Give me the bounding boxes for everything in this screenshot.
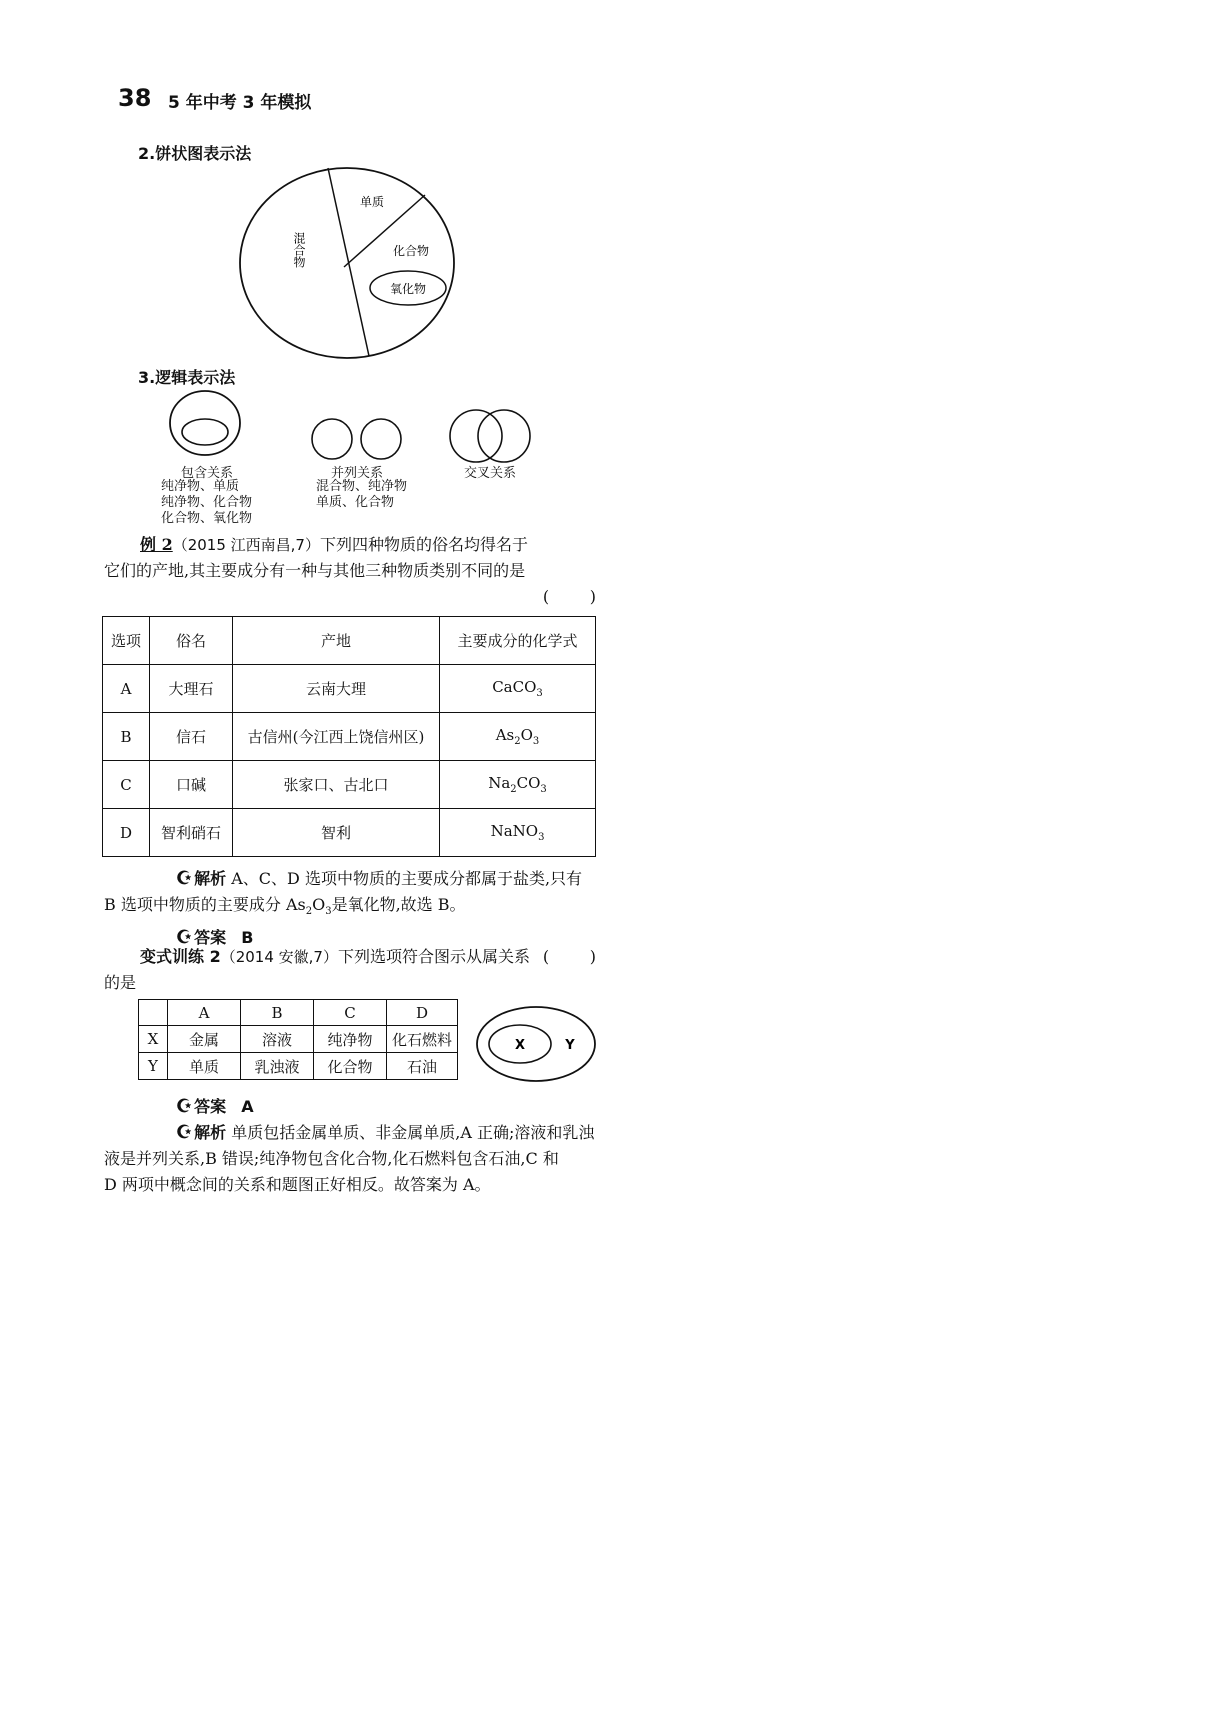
parallel-examples [316,479,407,511]
cross-diagram [446,408,536,466]
table-header-cell: C [314,1000,387,1026]
table-cell: 化合物 [314,1053,387,1080]
name-cell: 口碱 [150,761,233,809]
analysis-line3: D 两项中概念间的关系和题图正好相反。故答案为 A。 [104,1175,491,1194]
table-header-cell: 选项 [103,617,150,665]
example-2-table [102,616,596,857]
option-cell: D [103,809,150,857]
origin-cell: 智利 [233,809,440,857]
table-header-cell: 主要成分的化学式 [440,617,596,665]
option-cell: C [103,761,150,809]
example-2-question [104,532,596,610]
variant-2-answer-analysis [104,1094,596,1198]
origin-cell: 张家口、古北口 [233,761,440,809]
analysis-line2: 液是并列关系,B 错误;纯净物包含化合物,化石燃料包含石油,C 和 [104,1149,559,1168]
answer-value: B [241,928,254,948]
table-cell: 金属 [168,1026,241,1053]
analysis-mark-icon: ☪ [176,1122,193,1143]
variant-2-source: （2014 安徽,7） [220,948,338,966]
inclusion-example: 纯净物、化合物 [161,495,253,510]
table-header-cell: 产地 [233,617,440,665]
analysis-text-part2: B 选项中物质的主要成分 [104,895,286,914]
parallel-title: 并列关系 [330,466,383,481]
table-header-cell: 俗名 [150,617,233,665]
name-cell: 大理石 [150,665,233,713]
table-cell: Y [139,1053,168,1080]
formula-cell: $Na_2CO_3$ [440,761,596,809]
cross-title: 交叉关系 [463,466,516,481]
inclusion-inner [182,419,228,445]
table-row [103,761,596,809]
pie-label-inner: 氧化物 [389,282,427,296]
origin-cell: 古信州(今江西上饶信州区) [233,713,440,761]
pie-outline [240,168,454,358]
pie-label-left: 混合物 [292,232,306,268]
book-title: 5 年中考 3 年模拟 [168,93,312,113]
table-header-row [103,617,596,665]
variant-2-table [138,999,458,1080]
variant-2-bracket: ( ) [542,947,596,966]
table-header-cell: D [387,1000,458,1026]
table-header-cell: B [241,1000,314,1026]
analysis-label: 解析 [194,869,227,888]
table-cell: X [139,1026,168,1053]
variant-2-question [104,944,596,996]
inclusion-title: 包含关系 [180,466,233,481]
table-cell: 单质 [168,1053,241,1080]
cross-circle-right [478,410,530,462]
variant-inner-label: X [514,1038,526,1053]
table-header-row [139,1000,458,1026]
example-2-label: 例 2 [140,535,173,554]
inclusion-diagram [168,390,244,462]
variant-outer-label: Y [565,1038,575,1053]
example-2-analysis [104,866,596,951]
example-2-question-line1: 下列四种物质的俗名均得名于 [319,535,528,554]
parallel-example: 单质、化合物 [316,495,395,510]
example-2-question-line2: 它们的产地,其主要成分有一种与其他三种物质类别不同的是 [104,561,526,580]
variant-2-label: 变式训练 2 [140,947,221,966]
example-2-bracket: ( ) [542,587,596,606]
variant-2-question-line1: 下列选项符合图示从属关系 [337,947,530,966]
section-3-title: 3.逻辑表示法 [138,368,236,387]
analysis-formula: $As_2O_3$ [285,895,332,918]
inclusion-examples [161,479,252,527]
table-cell: 化石燃料 [387,1026,458,1053]
answer-mark-icon: ☪ [176,1096,193,1117]
pie-label-top: 单质 [359,195,385,209]
example-2-source: （2015 江西南昌,7） [172,536,320,554]
inclusion-example: 纯净物、单质 [161,479,240,494]
formula-cell: $As_2O_3$ [440,713,596,761]
variant-outer-ellipse [477,1007,595,1081]
table-row [139,1026,458,1053]
answer-value: A [241,1097,254,1116]
cross-circle-left [450,410,502,462]
parallel-circle-left [312,419,352,459]
table-cell: 石油 [387,1053,458,1080]
table-header-cell [139,1000,168,1026]
page-number: 38 [118,84,152,112]
table-row [103,809,596,857]
table-row [139,1053,458,1080]
inclusion-example: 化合物、氧化物 [161,511,253,526]
name-cell: 智利硝石 [150,809,233,857]
pie-diagram [236,166,456,364]
table-header-cell: A [168,1000,241,1026]
origin-cell: 云南大理 [233,665,440,713]
section-2-title: 2.饼状图表示法 [138,144,252,163]
variant-2-diagram [474,1004,598,1084]
analysis-line1: 单质包括金属单质、非金属单质,A 正确;溶液和乳浊 [231,1123,595,1142]
table-row [103,665,596,713]
answer-label: 答案 [194,928,227,948]
name-cell: 信石 [150,713,233,761]
parallel-diagram [308,416,408,464]
option-cell: A [103,665,150,713]
analysis-label: 解析 [194,1123,227,1142]
parallel-circle-right [361,419,401,459]
analysis-text-part3: 是氧化物,故选 B。 [331,895,466,914]
answer-label: 答案 [194,1097,227,1116]
table-cell: 乳浊液 [241,1053,314,1080]
analysis-mark-icon: ☪ [176,868,193,889]
analysis-text-part1: A、C、D 选项中物质的主要成分都属于盐类,只有 [231,869,583,888]
answer-mark-icon: ☪ [176,927,193,949]
table-cell: 溶液 [241,1026,314,1053]
option-cell: B [103,713,150,761]
formula-cell: NaNO$_3$ [440,809,596,857]
table-row [103,713,596,761]
variant-2-question-line2: 的是 [104,973,137,992]
table-cell: 纯净物 [314,1026,387,1053]
pie-label-right: 化合物 [392,244,430,258]
formula-cell: CaCO$_3$ [440,665,596,713]
parallel-example: 混合物、纯净物 [316,479,408,494]
